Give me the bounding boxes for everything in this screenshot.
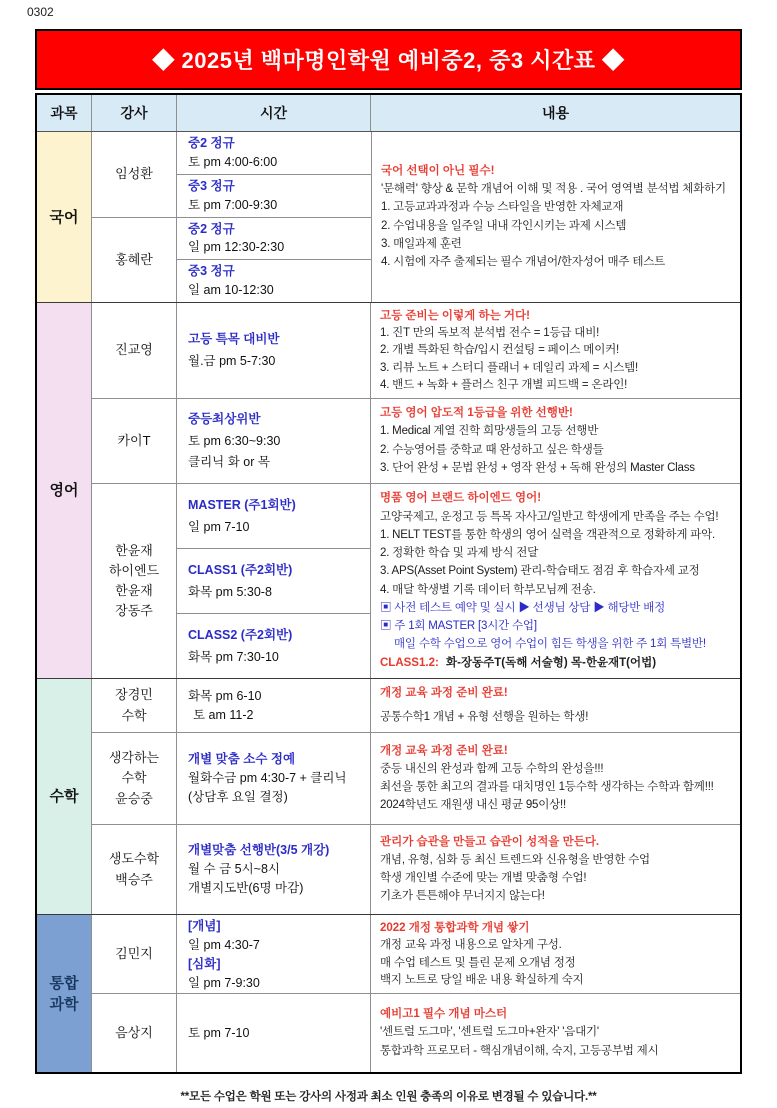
teacher-name: 하이엔드	[108, 562, 160, 578]
content-title: 2022 개정 통합과학 개념 쌓기	[380, 922, 530, 934]
subject-label: 통합	[49, 974, 79, 992]
teacher-group	[92, 915, 740, 993]
class-time: 일 pm 12:30-2:30	[188, 240, 285, 255]
subject-cell-english	[37, 303, 92, 678]
class-time: 일 pm 7-10	[188, 519, 250, 534]
class-time: 월 수 금 5시~8시	[188, 862, 280, 877]
content-line: 4. 밴드 + 녹화 + 플러스 친구 개별 피드백 = 온라인!	[380, 378, 628, 391]
class-time: 일 pm 4:30-7	[188, 937, 260, 952]
class-name: MASTER (주1회반)	[188, 497, 296, 512]
subject-cell-science	[37, 915, 92, 1072]
timetable	[35, 93, 742, 1074]
content-title: 고등 영어 압도적 1등급을 위한 선행반!	[380, 407, 573, 419]
class-time: 토 pm 7-10	[188, 1025, 250, 1040]
teacher-cell	[92, 733, 177, 824]
content-line: 기초가 튼튼해야 무너지지 않는다!	[380, 890, 545, 903]
class-slot	[177, 399, 370, 483]
section-body	[92, 679, 740, 914]
class-time: 화목 pm 7:30-10	[188, 649, 279, 664]
teacher-name: 수학	[121, 707, 147, 723]
title-banner	[35, 29, 742, 90]
content-line: 백지 노트로 당일 배운 내용 확실하게 숙지	[380, 973, 584, 986]
class-time: 화목 pm 6-10	[188, 688, 262, 703]
teacher-group	[92, 303, 740, 398]
class-time: 월.금 pm 5-7:30	[188, 354, 276, 368]
class-note: 개별지도반(6명 마감)	[188, 880, 304, 895]
teacher-name: 백승주	[115, 871, 153, 887]
class-slot	[177, 303, 370, 398]
time-cells	[177, 825, 371, 914]
content-line: 2. 개별 특화된 학습/입시 컨설팅 = 페이스 메이커!	[380, 344, 620, 357]
time-cells	[177, 132, 371, 217]
content-title: 예비고1 필수 개념 마스터	[380, 1008, 508, 1021]
section-english	[37, 302, 740, 678]
content-title: 개정 교육 과정 준비 완료!	[380, 686, 508, 699]
schedule-grid	[92, 132, 372, 302]
class-time: 화목 pm 5:30-8	[188, 584, 272, 599]
time-cells	[177, 399, 371, 483]
content-line-class12	[380, 655, 731, 672]
content-line: 3. 매일과제 훈련	[381, 237, 462, 250]
content-title: 고등 준비는 이렇게 하는 거다!	[380, 310, 530, 322]
class-time: 일 am 10-12:30	[188, 283, 274, 298]
teacher-name: 진교영	[115, 342, 153, 358]
content-cell	[371, 915, 740, 993]
col-header-content: 내용	[541, 105, 570, 121]
page-title: ◆ 2025년 백마명인학원 예비중2, 중3 시간표 ◆	[152, 48, 625, 73]
content-line: 학생 개인별 수준에 맞는 개별 맞춤형 수업!	[380, 872, 587, 884]
class-time: 월화수금 pm 4:30-7 + 클리닉	[188, 771, 347, 786]
teacher-name: 생각하는	[108, 750, 160, 766]
teacher-name: 홍혜란	[115, 251, 153, 267]
section-body	[92, 303, 740, 678]
time-cells	[177, 733, 371, 824]
class-slot	[177, 915, 370, 995]
content-cell	[371, 733, 740, 824]
class-slot	[177, 733, 370, 824]
teacher-name: 김민지	[115, 945, 153, 961]
col-header-time: 시간	[177, 95, 371, 131]
content-line: 개정 교육 과정 내용으로 알차게 구성.	[380, 939, 562, 952]
class-name: 개별맞춤 선행반(3/5 개강)	[188, 843, 330, 858]
teacher-name: 한윤재	[115, 583, 153, 598]
content-line: 최선을 통한 최고의 결과를 대치명인 1등수학 생각하는 수학과 함께!!!	[380, 781, 714, 793]
content-cell	[371, 994, 740, 1072]
content-line: 1. Medical 계열 진학 희망생들의 고등 선행반	[380, 425, 599, 438]
content-line: 3. 리뷰 노트 + 스터디 플래너 + 데일리 과제 = 시스템!	[380, 361, 639, 374]
content-line: 통합과학 프로모터 - 핵심개념이해, 숙지, 고등공부법 제시	[380, 1044, 659, 1057]
class-slot	[177, 259, 371, 302]
content-title: 명품 영어 브랜드 하이엔드 영어!	[380, 492, 542, 505]
class-slot	[177, 994, 370, 1072]
class-slot	[177, 132, 371, 174]
class-name: 중3 정규	[188, 178, 235, 193]
teacher-cell	[92, 132, 177, 217]
content-title: 국어 선택이 아닌 필수!	[381, 164, 495, 177]
content-cell	[371, 399, 740, 483]
content-line: 1. 진T 만의 독보적 분석법 전수 = 1등급 대비!	[380, 327, 600, 340]
content-cell	[371, 825, 740, 914]
time-cells	[177, 679, 371, 732]
content-line: 1. NELT TEST를 통한 학생의 영어 실력을 객관적으로 정확하게 파악.	[380, 528, 716, 541]
content-cell	[371, 484, 740, 678]
time-cells	[177, 915, 371, 993]
content-line: 매 수업 테스트 및 틀린 문제 오개념 정정	[380, 956, 576, 969]
teacher-name: 장경민	[115, 687, 153, 703]
class-name: 중2 정규	[188, 221, 235, 236]
class-name: 중3 정규	[188, 264, 235, 279]
content-line: 4. 시험에 자주 출제되는 필수 개념어/한자성어 매주 테스트	[381, 256, 666, 268]
content-line: 2. 수업내용을 일주일 내내 각인시키는 과제 시스템	[381, 219, 627, 232]
content-cell	[372, 132, 740, 302]
content-line-blue: ▣ 사전 테스트 예약 및 실시 ▶ 선생님 상담 ▶ 해당반 배정	[380, 601, 666, 614]
class-time: 토 pm 6:30~9:30	[188, 433, 281, 448]
teacher-name: 윤승중	[115, 790, 153, 806]
class-name: CLASS2 (주2회반)	[188, 627, 293, 642]
class-name: CLASS1 (주2회반)	[188, 562, 293, 577]
section-body	[92, 915, 740, 1072]
class-name: [심화]	[188, 956, 221, 971]
content-line-blue: 매일 수학 수업으로 영어 수업이 힘든 학생을 위한 주 1회 특별반!	[394, 638, 706, 651]
col-header-subject: 과목	[37, 95, 92, 131]
content-line: 1. 고등교과과정과 수능 스타일을 반영한 자체교재	[381, 201, 624, 214]
content-line: 공통수학1 개념 + 유형 선행을 원하는 학생!	[380, 711, 589, 723]
content-line: 2. 정확한 학습 및 과제 방식 전달	[380, 547, 539, 559]
content-line: 개념, 유형, 심화 등 최신 트렌드와 신유형을 반영한 수업	[380, 853, 650, 866]
content-line: '센트럴 도그마', '센트럴 도그마+완자' '음대기'	[380, 1026, 599, 1039]
class-name: 중2 정규	[188, 136, 235, 150]
teacher-group	[92, 483, 740, 678]
subject-label: 과학	[49, 995, 79, 1013]
teacher-name: 장동주	[115, 603, 153, 619]
class-name: 개별 맞춤 소수 정예	[188, 752, 296, 767]
teacher-group	[92, 132, 371, 217]
teacher-cell	[92, 399, 177, 483]
class-name: 고등 특목 대비반	[188, 332, 280, 347]
class-slot	[177, 679, 370, 732]
subject-cell-math	[37, 679, 92, 914]
header-row	[37, 95, 740, 132]
content-line: '문해력' 향상 & 문학 개념어 이해 및 적용 . 국어 영역별 분석법 체화하기	[381, 183, 726, 195]
time-cells	[177, 218, 371, 303]
class-slot	[177, 613, 370, 678]
teacher-cell	[92, 915, 177, 993]
teacher-cell	[92, 679, 177, 732]
teacher-group	[92, 217, 371, 303]
content-cell	[371, 303, 740, 398]
class-time: 토 pm 4:00-6:00	[188, 154, 278, 169]
content-cell	[371, 679, 740, 732]
teacher-name: 한윤재	[115, 542, 153, 558]
subject-label: 수학	[49, 788, 79, 805]
class-slot	[177, 174, 371, 217]
class-slot	[177, 548, 370, 613]
section-math	[37, 678, 740, 914]
content-line: 2024학년도 재원생 내신 평균 95이상!!	[380, 799, 567, 812]
class-name: [개념]	[188, 919, 221, 933]
doc-code: 0302	[27, 5, 54, 19]
class-time: 토 pm 7:00-9:30	[188, 197, 278, 212]
teacher-group	[92, 824, 740, 914]
section-science	[37, 914, 740, 1072]
content-line-blue: ▣ 주 1회 MASTER [3시간 수업]	[380, 620, 537, 632]
subject-label: 영어	[49, 482, 79, 499]
teacher-name: 카이T	[117, 432, 151, 448]
teacher-cell	[92, 825, 177, 914]
teacher-name: 임성환	[115, 166, 153, 182]
content-line: 3. 단어 완성 + 문법 완성 + 영작 완성 + 독해 완성의 Master Class	[380, 461, 695, 474]
content-line: 고양국제고, 운정고 등 특목 자사고/일반고 학생에게 만족을 주는 수업!	[380, 510, 719, 523]
section-body	[92, 132, 740, 302]
time-cells	[177, 484, 371, 678]
content-title: 개정 교육 과정 준비 완료!	[380, 744, 508, 757]
class-note: 클리닉 화 or 목	[188, 455, 270, 470]
class-slot	[177, 484, 370, 548]
class12-label: CLASS1.2:	[380, 656, 439, 669]
teacher-cell	[92, 218, 177, 303]
class-name: 중등최상위반	[188, 411, 261, 426]
class-slot	[177, 825, 370, 914]
teacher-cell	[92, 484, 177, 678]
time-cells	[177, 303, 371, 398]
teacher-group	[92, 993, 740, 1072]
teacher-cell	[92, 303, 177, 398]
class12-text: 화-장동주T(독해 서술형) 목-한윤재T(어법)	[446, 656, 657, 669]
teacher-group	[92, 679, 740, 732]
content-line: 4. 매달 학생별 기록 데이터 학부모님께 전송.	[380, 583, 596, 596]
teacher-group	[92, 732, 740, 824]
footer-note: **모든 수업은 학원 또는 강사의 사정과 최소 인원 충족의 이유로 변경될 수 있습니다.**	[180, 1091, 597, 1103]
subject-cell-korean	[37, 132, 92, 302]
subject-label: 국어	[49, 208, 79, 226]
content-line: 3. APS(Asset Point System) 관리-학습태도 점검 후 학습자세 교정	[380, 565, 700, 578]
time-cells	[177, 994, 371, 1072]
class-time: 토 am 11-2	[193, 707, 254, 722]
teacher-cell	[92, 994, 177, 1072]
teacher-name: 생도수학	[108, 851, 160, 867]
section-korean	[37, 132, 740, 302]
content-line: 중등 내신의 완성과 함께 고등 수학의 완성을!!!	[380, 762, 604, 775]
class-slot	[177, 218, 371, 260]
class-note: (상담후 요일 결정)	[188, 789, 288, 804]
teacher-name: 음상지	[115, 1024, 153, 1040]
teacher-group	[92, 398, 740, 483]
class-time: 일 pm 7-9:30	[188, 975, 260, 990]
content-line: 2. 수능영어를 중학교 때 완성하고 싶은 학생들	[380, 443, 604, 456]
col-header-teacher: 강사	[92, 95, 177, 131]
content-title: 관리가 습관을 만들고 습관이 성적을 만든다.	[380, 835, 600, 848]
teacher-name: 수학	[121, 770, 147, 786]
